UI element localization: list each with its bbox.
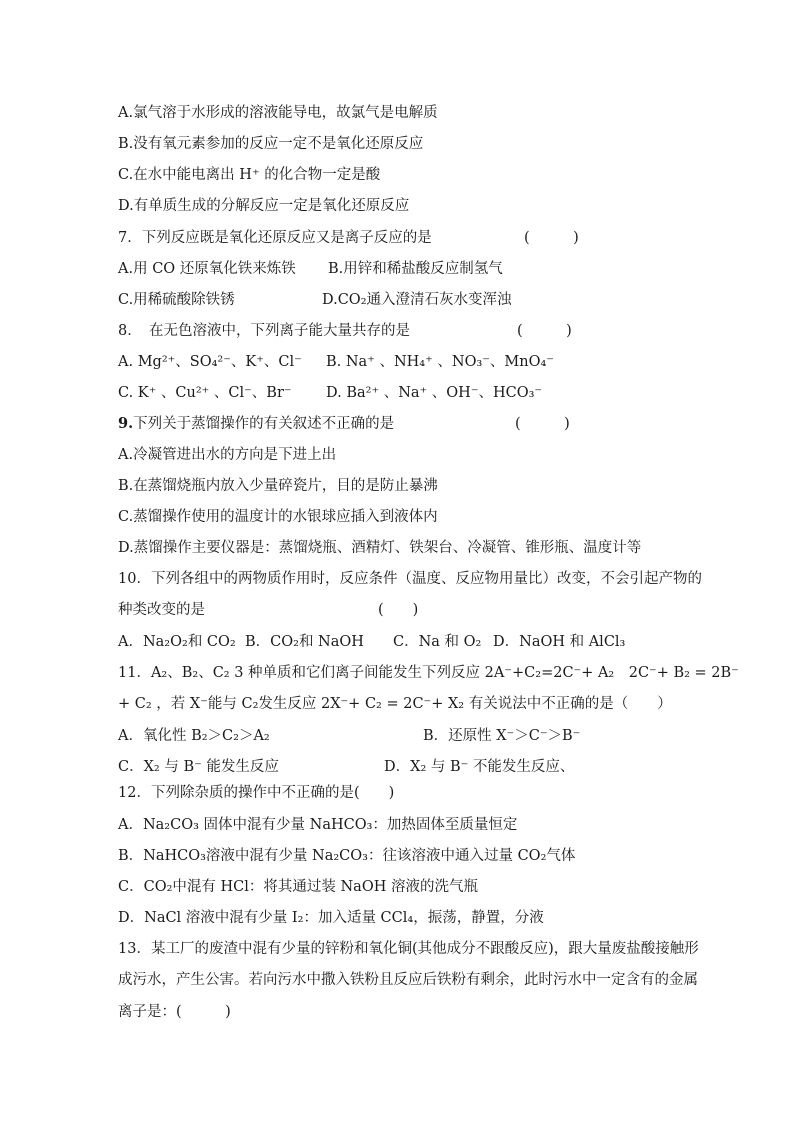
q12-option-b: B．NaHCO₃溶液中混有少量 Na₂CO₃：往该溶液中通入过量 CO₂气体 xyxy=(118,848,576,864)
q7-option-d: D.CO₂通入澄清石灰水变浑浊 xyxy=(322,292,512,308)
q8-options-row-1 xyxy=(118,352,554,372)
q9-answer-blank: ( ) xyxy=(515,416,570,432)
q7-option-b: B.用锌和稀盐酸反应制氢气 xyxy=(328,261,503,277)
q8-option-c: C. K⁺ 、Cu²⁺ 、Cl⁻、Br⁻ xyxy=(118,385,292,401)
q9-number: 9. xyxy=(118,415,134,432)
q13-stem-line-2: 成污水，产生公害。若向污水中撒入铁粉且反应后铁粉有剩余，此时污水中一定含有的金属 xyxy=(118,972,698,988)
q9-option-d: D.蒸馏操作主要仪器是：蒸馏烧瓶、酒精灯、铁架台、冷凝管、锥形瓶、温度计等 xyxy=(118,540,642,556)
q11-stem-line-2: + C₂ ，若 X⁻能与 C₂发生反应 2X⁻+ C₂ = 2C⁻+ X₂ 有关说法中不正确的是（ ） xyxy=(118,696,672,712)
q13-stem-line-1: 13．某工厂的废渣中混有少量的锌粉和氧化铜(其他成分不跟酸反应)，跟大量废盐酸接触形 xyxy=(118,941,699,957)
q9-option-a: A.冷凝管进出水的方向是下进上出 xyxy=(118,447,337,463)
prev-option-b: B.没有氧元素参加的反应一定不是氧化还原反应 xyxy=(118,136,424,152)
q11-option-d: D．X₂ 与 B⁻ 不能发生反应、 xyxy=(384,759,575,775)
q8-option-b: B. Na⁺ 、NH₄⁺ 、NO₃⁻、MnO₄⁻ xyxy=(326,354,554,370)
q8-answer-blank: ( ) xyxy=(517,323,572,339)
q12-option-a: A．Na₂CO₃ 固体中混有少量 NaHCO₃：加热固体至质量恒定 xyxy=(118,817,518,833)
q10-option-a: A．Na₂O₂和 CO₂ xyxy=(118,634,236,650)
q9-stem-line xyxy=(118,414,570,434)
q10-stem-line-1: 10．下列各组中的两物质作用时，反应条件（温度、反应物用量比）改变，不会引起产物的 xyxy=(118,571,702,587)
q10-stem-line-2 xyxy=(118,600,419,620)
q8-stem: 8． 在无色溶液中，下列离子能大量共存的是 xyxy=(118,323,410,339)
q12-stem: 12．下列除杂质的操作中不正确的是( ) xyxy=(118,785,395,801)
q11-options-row-1 xyxy=(118,726,581,746)
q9-option-b: B.在蒸馏烧瓶内放入少量碎瓷片，目的是防止暴沸 xyxy=(118,478,438,494)
q8-options-row-2 xyxy=(118,383,543,403)
prev-option-a: A.氯气溶于水形成的溶液能导电，故氯气是电解质 xyxy=(118,105,438,121)
q9-option-c: C.蒸馏操作使用的温度计的水银球应插入到液体内 xyxy=(118,509,438,525)
q8-stem-line xyxy=(118,321,572,341)
q10-option-d: D．NaOH 和 AlCl₃ xyxy=(493,634,626,650)
q11-option-a: A．氧化性 B₂＞C₂＞A₂ xyxy=(118,728,270,744)
q7-option-c: C.用稀硫酸除铁锈 xyxy=(118,292,235,308)
q11-option-c: C．X₂ 与 B⁻ 能发生反应 xyxy=(118,759,279,775)
q7-answer-blank: ( ) xyxy=(524,230,579,246)
prev-option-d: D.有单质生成的分解反应一定是氧化还原反应 xyxy=(118,198,410,214)
q7-option-a: A.用 CO 还原氧化铁来炼铁 xyxy=(118,261,296,277)
prev-option-c: C.在水中能电离出 H⁺ 的化合物一定是酸 xyxy=(118,167,381,183)
q10-stem: 种类改变的是 xyxy=(118,602,205,618)
q9-stem: 下列关于蒸馏操作的有关叙述不正确的是 xyxy=(133,416,395,432)
q12-option-c: C．CO₂中混有 HCl：将其通过装 NaOH 溶液的洗气瓶 xyxy=(118,879,478,895)
q11-options-row-2 xyxy=(118,757,575,777)
q10-options-row xyxy=(118,632,626,652)
q11-option-b: B．还原性 X⁻＞C⁻＞B⁻ xyxy=(423,728,581,744)
q7-stem: 7．下列反应既是氧化还原反应又是离子反应的是 xyxy=(118,230,432,246)
q12-option-d: D．NaCl 溶液中混有少量 I₂：加入适量 CCl₄，振荡，静置，分液 xyxy=(118,910,544,926)
q8-option-a: A. Mg²⁺、SO₄²⁻、K⁺、Cl⁻ xyxy=(118,354,302,370)
q13-stem-line-3: 离子是：( ) xyxy=(118,1004,231,1020)
q8-option-d: D. Ba²⁺ 、Na⁺ 、OH⁻、HCO₃⁻ xyxy=(326,385,543,401)
q7-options-row-1 xyxy=(118,259,503,279)
q10-option-b: B．CO₂和 NaOH xyxy=(245,634,364,650)
q10-option-c: C．Na 和 O₂ xyxy=(393,634,482,650)
q10-answer-blank: ( ) xyxy=(378,602,419,618)
q7-options-row-2 xyxy=(118,290,512,310)
q7-stem-line xyxy=(118,228,579,248)
q11-stem-line-1: 11．A₂、B₂、C₂ 3 种单质和它们离子间能发生下列反应 2A⁻+C₂=2C⁻+ A₂ 2C⁻+ B₂ = 2B⁻ xyxy=(118,665,739,681)
